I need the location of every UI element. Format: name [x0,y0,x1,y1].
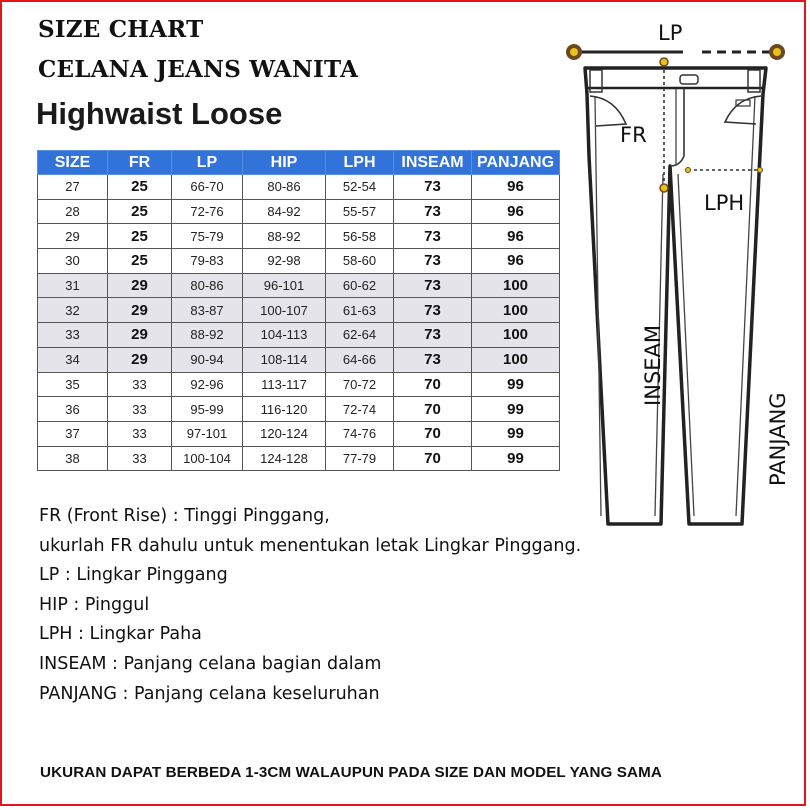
cell-lph: 62-64 [326,323,394,348]
cell-hip: 116-120 [243,397,326,422]
cell-size: 38 [38,446,108,471]
lph-left-marker-icon [686,168,691,173]
cell-hip: 80-86 [243,175,326,200]
cell-inseam: 73 [394,175,472,200]
cell-lph: 60-62 [326,273,394,298]
table-row [38,199,560,224]
cell-lph: 55-57 [326,199,394,224]
label-lp: LP [658,21,683,45]
cell-inseam: 73 [394,323,472,348]
cell-lp: 79-83 [172,249,243,274]
table-row [38,421,560,446]
cell-fr: 29 [108,323,172,348]
cell-hip: 92-98 [243,249,326,274]
table-row [38,175,560,200]
cell-size: 37 [38,421,108,446]
cell-panjang: 99 [472,397,560,422]
cell-inseam: 73 [394,199,472,224]
notes-legend [39,506,581,713]
cell-fr: 33 [108,397,172,422]
cell-hip: 104-113 [243,323,326,348]
header-panjang: PANJANG [472,151,560,175]
note-hip: HIP : Pinggul [39,594,150,615]
lph-right-marker-icon [758,168,763,173]
cell-lph: 56-58 [326,224,394,249]
cell-lp: 90-94 [172,347,243,372]
table-row [38,224,560,249]
cell-lp: 100-104 [172,446,243,471]
cell-inseam: 73 [394,298,472,323]
cell-inseam: 73 [394,249,472,274]
header-size: SIZE [38,151,108,175]
subtitle-model: Highwaist Loose [36,96,283,131]
cell-lph: 72-74 [326,397,394,422]
title-size-chart: SIZE CHART [38,16,204,43]
cell-lph: 58-60 [326,249,394,274]
cell-fr: 33 [108,372,172,397]
table-row [38,323,560,348]
cell-size: 30 [38,249,108,274]
note-lp: LP : Lingkar Pinggang [39,565,228,586]
cell-lp: 66-70 [172,175,243,200]
table-row [38,372,560,397]
cell-lp: 83-87 [172,298,243,323]
cell-fr: 33 [108,421,172,446]
cell-fr: 33 [108,446,172,471]
cell-lph: 61-63 [326,298,394,323]
table-row [38,249,560,274]
cell-hip: 113-117 [243,372,326,397]
cell-fr: 25 [108,199,172,224]
title-product: CELANA JEANS WANITA [38,56,359,83]
cell-panjang: 96 [472,224,560,249]
label-inseam: INSEAM [641,325,665,406]
footer-disclaimer: UKURAN DAPAT BERBEDA 1-3CM WALAUPUN PADA SIZE DAN MODEL YANG SAMA [40,764,662,781]
cell-fr: 25 [108,249,172,274]
cell-size: 35 [38,372,108,397]
label-lph: LPH [704,191,745,215]
cell-panjang: 96 [472,175,560,200]
cell-lp: 75-79 [172,224,243,249]
cell-lph: 52-54 [326,175,394,200]
cell-inseam: 73 [394,273,472,298]
cell-lp: 80-86 [172,273,243,298]
cell-lph: 70-72 [326,372,394,397]
table-row [38,273,560,298]
cell-hip: 124-128 [243,446,326,471]
lp-left-marker-dot [570,48,578,56]
cell-size: 36 [38,397,108,422]
cell-lph: 74-76 [326,421,394,446]
cell-panjang: 100 [472,273,560,298]
cell-inseam: 70 [394,397,472,422]
cell-size: 31 [38,273,108,298]
cell-lp: 92-96 [172,372,243,397]
cell-lp: 97-101 [172,421,243,446]
cell-fr: 29 [108,347,172,372]
cell-panjang: 96 [472,199,560,224]
header-inseam: INSEAM [394,151,472,175]
cell-size: 27 [38,175,108,200]
cell-size: 34 [38,347,108,372]
cell-panjang: 99 [472,372,560,397]
header-hip: HIP [243,151,326,175]
note-inseam: INSEAM : Panjang celana bagian dalam [39,653,382,674]
jeans-diagram [560,16,800,536]
cell-lph: 77-79 [326,446,394,471]
cell-hip: 120-124 [243,421,326,446]
cell-inseam: 73 [394,347,472,372]
cell-panjang: 100 [472,298,560,323]
cell-inseam: 70 [394,421,472,446]
cell-panjang: 99 [472,446,560,471]
header-fr: FR [108,151,172,175]
cell-hip: 108-114 [243,347,326,372]
note-panjang: PANJANG : Panjang celana keseluruhan [39,683,380,704]
cell-hip: 88-92 [243,224,326,249]
table-row [38,446,560,471]
cell-inseam: 70 [394,372,472,397]
button-icon [680,75,698,84]
cell-inseam: 73 [394,224,472,249]
cell-lp: 88-92 [172,323,243,348]
cell-hip: 96-101 [243,273,326,298]
cell-fr: 25 [108,175,172,200]
cell-panjang: 100 [472,347,560,372]
cell-inseam: 70 [394,446,472,471]
size-chart-table [37,150,560,471]
lp-right-marker-dot [773,48,781,56]
header-lph: LPH [326,151,394,175]
cell-size: 29 [38,224,108,249]
note-fr: FR (Front Rise) : Tinggi Pinggang, [39,506,330,526]
header-lp: LP [172,151,243,175]
note-lph: LPH : Lingkar Paha [39,624,202,645]
cell-panjang: 100 [472,323,560,348]
cell-lph: 64-66 [326,347,394,372]
cell-size: 28 [38,199,108,224]
table-row [38,298,560,323]
cell-size: 32 [38,298,108,323]
label-fr: FR [620,123,647,147]
table-header-row [38,151,560,175]
cell-fr: 29 [108,273,172,298]
table-row [38,347,560,372]
cell-lp: 95-99 [172,397,243,422]
fr-bottom-marker-icon [660,184,668,192]
cell-size: 33 [38,323,108,348]
cell-fr: 25 [108,224,172,249]
note-fr-instruction: ukurlah FR dahulu untuk menentukan letak Lingkar Pinggang. [39,535,582,556]
label-panjang: PANJANG [766,392,790,486]
cell-panjang: 99 [472,421,560,446]
cell-fr: 29 [108,298,172,323]
cell-hip: 100-107 [243,298,326,323]
cell-panjang: 96 [472,249,560,274]
cell-lp: 72-76 [172,199,243,224]
table-row [38,397,560,422]
fr-top-marker-icon [660,58,668,66]
cell-hip: 84-92 [243,199,326,224]
